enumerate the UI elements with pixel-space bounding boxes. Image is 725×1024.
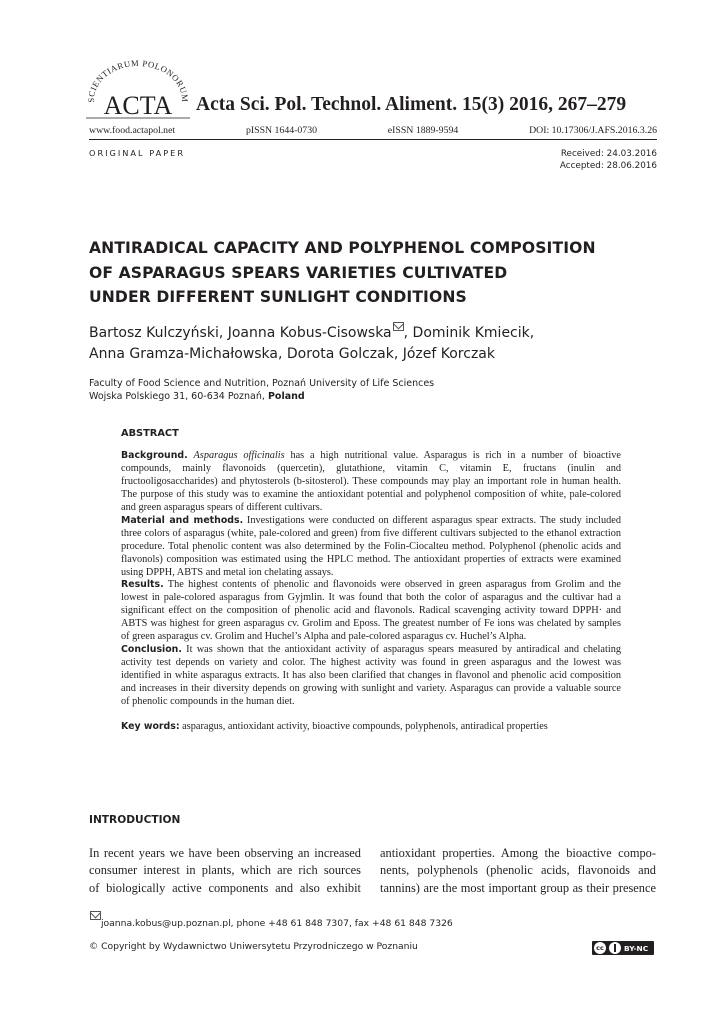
abstract-conclusion bbox=[121, 644, 621, 709]
text-line: consumer interest in plants, which are rich sources bbox=[89, 863, 361, 878]
abstract-background bbox=[121, 450, 621, 515]
by-icon bbox=[609, 942, 621, 954]
authors bbox=[89, 322, 534, 365]
authors-line-1a: Bartosz Kulczyński, Joanna Kobus-Cisowska bbox=[89, 325, 392, 341]
conclusion-text: It was shown that the antioxidant activity of asparagus spears measured by antiradical and chelating activity test depends on variety and color. The highest activity was found in green asparagus and the lowest was identified in white asparagus extracts. It has also been clarified that changes in flavonol and phenolic acid composition and increases in their diversity depends on growing with sunlight and variety. Asparagus can provide a valuable source of phenolic compounds in the human diet. bbox=[121, 644, 621, 708]
title-line: ANTIRADICAL CAPACITY AND POLYPHENOL COMPOSITION bbox=[89, 239, 596, 257]
received-date: Received: 24.03.2016 bbox=[560, 149, 657, 159]
text-line: tannins) are the most important group as their presence bbox=[380, 880, 656, 895]
affiliation bbox=[89, 377, 434, 403]
introduction-heading: INTRODUCTION bbox=[89, 814, 181, 826]
acta-logo bbox=[84, 56, 192, 128]
introduction-left-column bbox=[89, 845, 361, 897]
cc-icon: cc bbox=[594, 942, 606, 954]
logo-arc-text: SCIENTIARUM POLONORUM bbox=[85, 57, 191, 103]
paper-title bbox=[89, 236, 596, 310]
keywords-label: Key words: bbox=[121, 721, 180, 733]
abstract-results bbox=[121, 579, 621, 644]
introduction-right-column bbox=[380, 845, 656, 897]
title-line: OF ASPARAGUS SPEARS VARIETIES CULTIVATED bbox=[89, 263, 508, 282]
text-line: nents, polyphenols (phenolic acids, flavonoids and bbox=[380, 863, 656, 878]
text-line: In recent years we have been observing an increased bbox=[89, 846, 361, 860]
authors-line-1b: , Dominik Kmiecik, bbox=[403, 325, 535, 341]
accepted-date: Accepted: 28.06.2016 bbox=[559, 161, 657, 171]
background-text: has a high nutritional value. Asparagus is rich in a number of bioactive compounds, mainly flavonoids (quercetin), glutathione, vitamin C, vitamin E, fructans (inulin and fructooligosaccharides) and phytosterols (b-sitosterol). These compounds may play an important role in human health. The purpose of this study was to examine the antioxidant potential and polyphenol composition of white, pale-colored and green asparagus spears of different cultivars. bbox=[121, 449, 621, 513]
methods-label: Material and methods. bbox=[121, 514, 244, 526]
doi-link[interactable]: DOI: 10.17306/J.AFS.2016.3.26 bbox=[529, 125, 657, 136]
abstract-methods bbox=[121, 515, 621, 580]
results-label: Results. bbox=[121, 579, 164, 591]
journal-website-link[interactable]: www.food.actapol.net bbox=[89, 125, 176, 136]
abstract-heading: ABSTRACT bbox=[121, 428, 179, 439]
title-line: UNDER DIFFERENT SUNLIGHT CONDITIONS bbox=[89, 288, 467, 306]
header-meta bbox=[89, 125, 657, 136]
authors-line-2: Anna Gramza-Michałowska, Dorota Golczak, Józef Korczak bbox=[89, 346, 495, 362]
affiliation-line-1: Faculty of Food Science and Nutrition, Poznań University of Life Sciences bbox=[89, 378, 435, 389]
affiliation-country: Poland bbox=[267, 391, 305, 402]
envelope-icon bbox=[90, 911, 101, 920]
species-name: Asparagus officinalis bbox=[193, 449, 285, 461]
footnote-text: joanna.kobus@up.poznan.pl, phone +48 61 848 7307, fax +48 61 848 7326 bbox=[101, 918, 453, 929]
text-line: antioxidant properties. Among the bioactive compo- bbox=[380, 846, 656, 860]
journal-title: Acta Sci. Pol. Technol. Aliment. 15(3) 2016, 267–279 bbox=[196, 94, 627, 115]
text-line: of biologically active components and also exhibit bbox=[89, 880, 361, 895]
methods-text: Investigations were conducted on different asparagus spear extracts. The study included three colors of asparagus (white, pale-colored and green) from five different cultivars subjected to the ethanol extraction procedure. Total phenolic content was also determined by the Folin-Ciocalteu method. Polyphenol (phenolic acids and flavonols) composition was estimated using the HPLC method. The antioxidant properties of extracts were examined using DPPH, ABTS and metal ion chelating assays. bbox=[121, 514, 621, 578]
section-label: ORIGINAL PAPER bbox=[89, 148, 186, 158]
eissn: eISSN 1889-9594 bbox=[387, 125, 459, 136]
conclusion-label: Conclusion. bbox=[121, 644, 182, 656]
abstract bbox=[121, 428, 621, 734]
license-label: BY-NC bbox=[624, 943, 649, 953]
keywords bbox=[121, 721, 621, 734]
header-divider bbox=[89, 139, 657, 140]
keywords-text: asparagus, antioxidant activity, bioactive compounds, polyphenols, antiradical properties bbox=[179, 721, 548, 733]
results-text: The highest contents of phenolic and flavonoids were observed in green asparagus from Grolim and the lowest in pale-colored asparagus from Gyjmlin. It was found that both the color of asparagus and the cultivar had a significant effect on the composition of phenolic acid and flavonols. Radical scavenging activity toward DPPH· and ABTS was highest for green asparagus cv. Grolim and Eposs. The greatest number of Fe ions was chelated by samples of green asparagus cv. Grolim and Huchel’s Alpha and pale-colored asparagus cv. Huchel’s Alpha. bbox=[121, 579, 621, 643]
correspondence-footnote bbox=[89, 911, 453, 929]
affiliation-line-2: Wojska Polskiego 31, 60-634 Poznań, bbox=[89, 391, 268, 402]
cc-license-badge[interactable] bbox=[592, 941, 654, 955]
logo-main-text: ACTA bbox=[103, 91, 173, 120]
pissn: pISSN 1644-0730 bbox=[245, 125, 317, 136]
envelope-icon[interactable] bbox=[393, 322, 404, 331]
article-dates bbox=[560, 148, 657, 172]
background-label: Background. bbox=[121, 449, 188, 461]
copyright: © Copyright by Wydawnictwo Uniwersytetu Przyrodniczego w Poznaniu bbox=[89, 941, 418, 952]
